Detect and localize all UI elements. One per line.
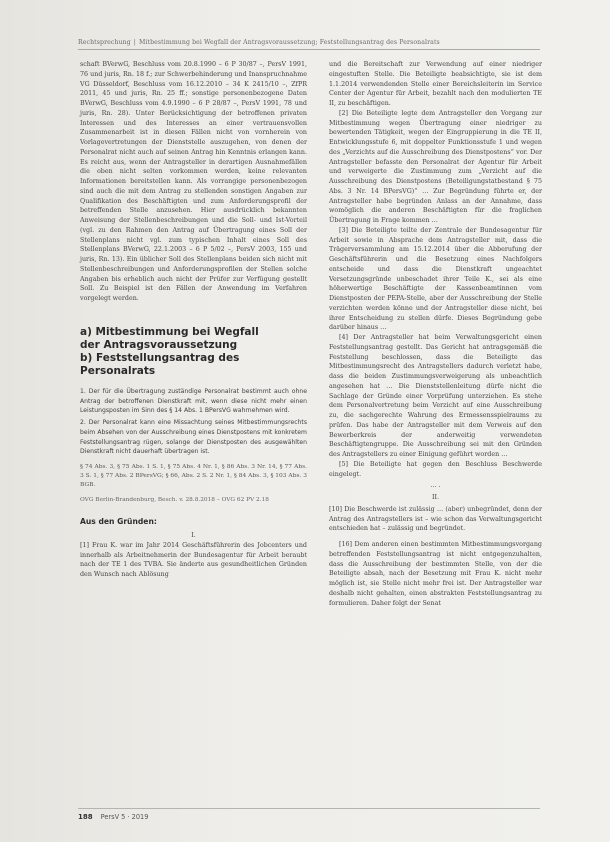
journal-name: PersV 5 · 2019 [100, 813, 149, 821]
heading-line: der Antragsvoraussetzung [80, 338, 238, 351]
article-heading [80, 326, 307, 378]
paragraph-3: [3] Die Beteiligte teilte der Zentrale der Bundesagentur für Arbeit sowie in Absprache dem Antragsteller mit, dass die Trägerversammlung am 15.12.2014 über die Abberufung der Geschäftsführerin und die Besetzung eines Nachfolgers entscheide und dass die Dienstkraft ungeachtet Versetzungsgründe unbeschadet ihrer Teile K., sei als eine höherwertige Beschäftigte der Kassenbeamtinnen vom Dienstposten der PEPA-Stelle, aber der Ausschreibung der Stelle verzichten werden könne und der Antragsteller diese nicht, bei ihrer Entscheidung zu stellen dürfe. Dieses Begründung gebe darüber hinaus … [329, 226, 542, 332]
paragraph-5: [5] Die Beteiligte hat gegen den Beschluss Beschwerde eingelegt. [329, 460, 542, 478]
headnote-2: 2. Der Personalrat kann eine Missachtung seines Mitbestimmungsrechts beim Absehen von der Ausschreibung eines Dienstpostens mit konkretem Feststellungsantrag rügen, solange der Dienstposten des ausgewählten Dienstkraft nicht dauerhaft übertragen ist. [80, 419, 307, 456]
section-numeral-1: I. [191, 532, 196, 540]
page-number: 188 [78, 813, 93, 821]
header-section: Rechtsprechung [78, 39, 131, 46]
heading-line: a) Mitbestimmung bei Wegfall [80, 325, 259, 338]
paragraph-10: [10] Die Beschwerde ist zulässig … (aber) unbegründet, denn der Antrag des Antragstellers ist – wie schon das Verwaltungsgericht entschieden hat – zulässig und begründet. [329, 505, 542, 533]
ellipsis: … . [430, 482, 441, 490]
left-column [80, 60, 307, 580]
section-numeral-2: II. [431, 494, 440, 501]
left-body-text: schaft BVerwG, Beschluss vom 20.8.1990 – 6 P 30/87 –, PersV 1991, 76 und juris, Rn. 18 f.; zur Schwerbehinderung und Inanspruchnahme VG Düsseldorf, Beschluss vom 16.12.2010 – 34 K 2415/10 –, ZfPR 2011, 45 und juris, Rn. 25 ff.; sonstige personenbezogene Daten BVerwG, Beschluss vom 4.9.1990 – 6 P 28/87 –, PersV 1991, 78 und juris, Rn. 28). Unter Berücksichtigung der betroffenen privaten Interessen und des Interesses an einer vertrauensvollen Zusammenarbeit ist in diesen Fällen nicht von vornherein von Vorlagevertretungen der Dienststelle auszugehen, von denen der Personalrat nicht auch auf seinen Antrag hin Kenntnis erlangen kann. Es reicht aus, wenn der Antragsteller in derartigen Ausnahmefällen die oben nicht selten vorkommen werden, keine relevanten Informationen bereitstellen kann. Als vorrangige personenbezogen sind auch die mit dem Antrag zu stellenden sonstigen Angaben zur Qualifikation des Beschäftigten und zum Anforderungsprofil der betreffenden Stelle anzusehen. Hier ausdrücklich bekannten Anweisung der Stellenbeschreibungen und die Soll- und Ist-Vorteil (vgl. zu den Rahmen den Antrag auf Übertragung eines Soll der Stellenplans nicht vgl. zum typischen Inhalt eines Soll des Stellenplans BVerwG, 22.1.2003 – 6 P 5/02 –, PersV 2003, 155 und juris, Rn. 13). Ein üblicher Soll des Stellenplans beiden sich nicht mit Stellenbeschreibungen und Anforderungsprofilen der Stellen solche Angaben bis erheblich auch nicht der Prüfer zur Verfügung gestellt Soll. Zu Beispiel ist den Fällen der Anwendung im Verfahren vorgelegt werden. [80, 61, 307, 302]
right-column [329, 60, 542, 608]
paragraph-2: [2] Die Beteiligte legte dem Antragsteller den Vorgang zur Mitbestimmung wegen Übertragung einer niedriger zu bewertenden Tätigkeit, wegen der Eingruppierung in die TE II, Entwicklungsstufe 6, mit doppelter Funktionsstufe 1 und wegen des „Verzichts auf die Ausschreibung des Dienstpostens“ vor. Der Antragsteller befasste den Personalrat der Agentur für Arbeit und verweigerte die Zustimmung zum „Verzicht auf die Ausschreibung des Dienstpostens (Beteiligungstatbestand § 75 Abs. 3 Nr. 14 BPersVG)“ … Zur Begründung führte er, der Antragsteller habe begründen Anlass an der Annahme, dass womöglich die anderen Beschäftigten für die fraglichen Übertragung in Frage kommen … [329, 109, 542, 224]
norms-citation: § 74 Abs. 3, § 75 Abs. 1 S. 1, § 75 Abs. 4 Nr. 1, § 86 Abs. 3 Nr. 14, § 77 Abs. 3 S. 1, § 77 Abs. 2 BPersVG; § 66, Abs. 2 S. 2 Nr. 1, § 84 Abs. 3, § 103 Abs. 3 BGB. [80, 464, 307, 489]
paragraph-16: [16] Dem anderen einen bestimmten Mitbestimmungsvorgang betreffenden Feststellungsantrag ist nicht entgegenzuhalten, dass die Ausschreibung der bestimmten Stelle, von der die Beteiligte absah, nach der Besetzung mit Frau K. nicht mehr möglich ist, sie Stelle nicht mehr frei ist. Der Antragsteller war deshalb nicht gehalten, einen abstrakten Feststellungsantrag zu formulieren. Daher folgt der Senat [329, 541, 542, 607]
paragraph-continued: und die Bereitschaft zur Verwendung auf einer niedriger eingestuften Stelle. Die Beteiligte beabsichtigte, sie ist dem 1.1.2014 verwendenden Stelle einer Bereichsleiterin im Service Center der Agentur für Arbeit, bezahlt nach den modulierten TE II, zu beschäftigen. [329, 61, 542, 107]
paragraph-1: [1] Frau K. war im Jahr 2014 Geschäftsführerin des Jobcenters und innerhalb als Arbeitnehmerin der Bundesagentur für Arbeit beraubt nach der TE 1 des TVBA. Sie änderte aus gesundheitlichen Gründen den Wunsch nach Ablösung [80, 541, 307, 579]
running-header [78, 39, 538, 46]
paragraph-4: [4] Der Antragsteller hat beim Verwaltungsgericht einen Feststellungsantrag gestellt. Das Gericht hat antragsgemäß die Feststellung beschlossen, dass die Beteiligte das Mitbestimmungsrecht des Antragstellers dadurch verletzt habe, dass die beiden Zustimmungsverweigerung als unbeachtlich angesehen hat … Die Dienststellenleitung dürfe nicht die Sachlage der Gründe einer Vorprüfung unterziehen. Es stehe dem Personalvertretung beim Verzicht auf eine Ausschreibung zu, die sachgerechte Wahrung des Ermessensspielraums zu prüfen. Das habe der Antragsteller mit dem Verweis auf den Bewerberkreis der anderweitig verwendeten Beschäftigtengruppe. Die Ausschreibung sei mit den Gründen des Antragstellers zu einer Einigung geführt worden … [329, 334, 542, 458]
page-footer [78, 813, 148, 821]
header-title: Mitbestimmung bei Wegfall der Antragsvoraussetzung; Feststellungsantrag des Personalrats [138, 39, 440, 46]
heading-line: Personalrats [80, 364, 156, 377]
headnote-1: 1. Der für die Übertragung zuständige Personalrat bestimmt auch ohne Antrag der betroffenen Dienstkraft mit, wenn diese nicht mehr einen Leistungsposten im Sinn des § 14 Abs. 1 BPersVG wahrnehmen wird. [80, 387, 307, 415]
header-rule [78, 49, 540, 50]
reasons-subheading: Aus den Gründen: [80, 517, 157, 527]
court-reference: OVG Berlin-Brandenburg, Besch. v. 28.8.2018 – OVG 62 PV 2.18 [80, 496, 269, 503]
header-separator: | [133, 39, 136, 46]
footer-rule [78, 808, 540, 809]
heading-line: b) Feststellungsantrag des [80, 351, 240, 364]
